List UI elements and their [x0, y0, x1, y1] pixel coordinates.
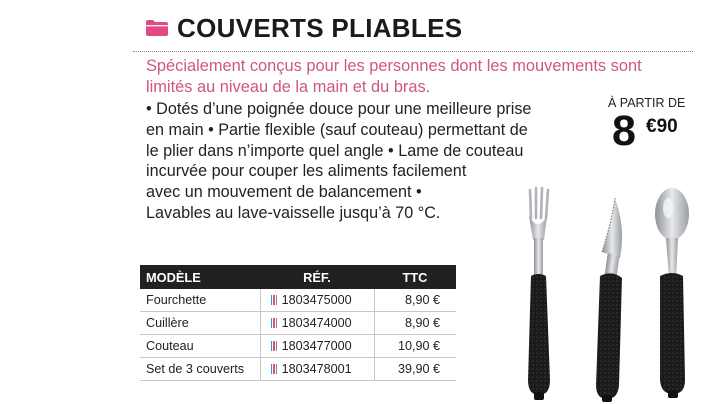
model-cell: Cuillère	[140, 312, 260, 335]
ttc-cell: 10,90 €	[374, 335, 456, 358]
ref-value: 1803474000	[281, 315, 352, 330]
barcode-icon	[271, 317, 279, 331]
ref-value: 1803478001	[281, 361, 352, 376]
barcode-icon	[271, 363, 279, 377]
ref-cell	[260, 335, 374, 358]
table-row	[140, 312, 456, 335]
description-line: Lavables au lave-vaisselle jusqu’à 70 °C.	[146, 203, 441, 222]
barcode-icon	[271, 340, 279, 354]
description-line: avec un mouvement de balancement •	[146, 183, 422, 202]
fork-icon	[528, 188, 550, 400]
ref-cell	[260, 358, 374, 381]
ttc-cell: 8,90 €	[374, 312, 456, 335]
intro-text: Spécialement conçus pour les personnes dont les mouvements sont limités au niveau de la main et du bras.	[146, 57, 642, 96]
price-euros: 8	[612, 107, 636, 155]
table-row	[140, 335, 456, 358]
header-divider	[133, 51, 693, 52]
page-title: COUVERTS PLIABLES	[177, 13, 463, 43]
table-row	[140, 289, 456, 312]
model-cell: Fourchette	[140, 289, 260, 312]
header-model: MODÈLE	[140, 265, 260, 289]
knife-icon	[596, 198, 622, 402]
ref-cell	[260, 312, 374, 335]
product-table	[140, 265, 456, 381]
price-from-label: À PARTIR DE	[608, 96, 686, 110]
price-cents: €90	[646, 116, 678, 137]
header-ttc: TTC	[374, 265, 456, 289]
table-header-row	[140, 265, 456, 289]
description-line: • Dotés d’une poignée douce pour une meilleure prise	[146, 100, 532, 118]
ref-value: 1803477000	[281, 338, 352, 353]
ttc-cell: 39,90 €	[374, 358, 456, 381]
barcode-icon	[271, 294, 279, 308]
table-row	[140, 358, 456, 381]
ref-cell	[260, 289, 374, 312]
ttc-cell: 8,90 €	[374, 289, 456, 312]
folder-icon	[145, 19, 169, 37]
model-cell: Set de 3 couverts	[140, 358, 260, 381]
spoon-icon	[655, 188, 689, 398]
utensils-photo	[520, 180, 707, 404]
price-block	[608, 96, 703, 155]
header	[133, 6, 693, 46]
description-line: incurvée pour couper les aliments facilement	[146, 162, 467, 181]
description-line: le plier dans n’importe quel angle • Lame de couteau	[146, 141, 524, 160]
ref-value: 1803475000	[281, 292, 352, 307]
description-line: en main • Partie flexible (sauf couteau) permettant de	[146, 120, 528, 139]
model-cell: Couteau	[140, 335, 260, 358]
header-ref: RÉF.	[260, 265, 374, 289]
